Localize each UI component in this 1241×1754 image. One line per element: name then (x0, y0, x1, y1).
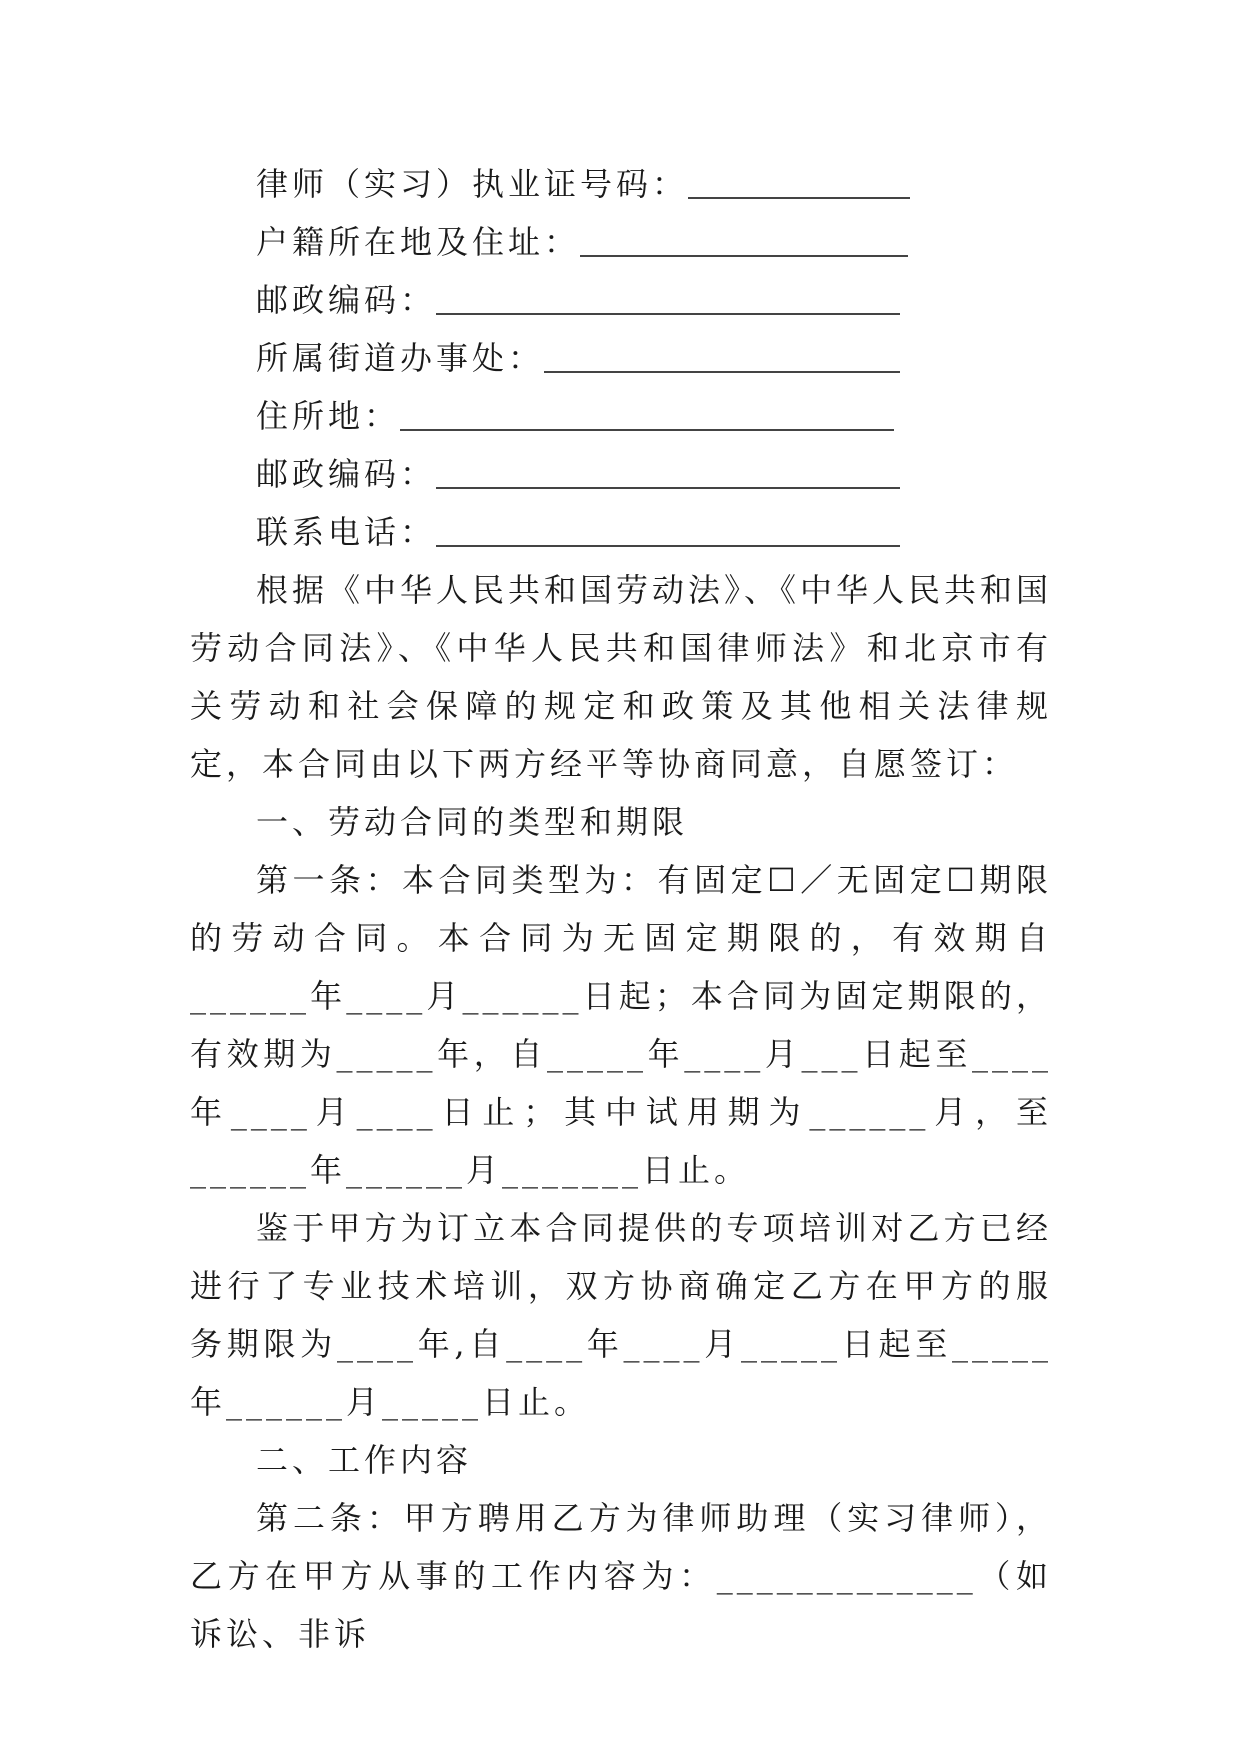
blank-line (436, 511, 900, 547)
phone-field (190, 503, 1052, 561)
subdistrict-office-field (190, 329, 1052, 387)
field-label: 联系电话： (256, 513, 437, 551)
field-label: 户籍所在地及住址： (256, 223, 581, 261)
residence-field (190, 387, 1052, 445)
article-1-paragraph: 第一条：本合同类型为：有固定☐／无固定☐期限的劳动合同。本合同为无固定期限的，有效期自______年____月______日起；本合同为固定期限的，有效期为_____年，自_____年____月___日起至____年____月____日止；其中试用期为______月，至______年______月_______日止。 (190, 861, 1052, 1189)
blank-line (436, 453, 900, 489)
postal-code-field (190, 271, 1052, 329)
blank-line (436, 279, 900, 315)
article-2-paragraph: 第二条：甲方聘用乙方为律师助理（实习律师），乙方在甲方从事的工作内容为：_____________（如诉讼、非诉 (190, 1499, 1052, 1653)
contract-page (190, 155, 1052, 1663)
field-label: 邮政编码： (256, 455, 437, 493)
field-label: 所属街道办事处： (256, 339, 545, 377)
blank-line (688, 163, 910, 199)
section-heading-work-content: 二、工作内容 (256, 1441, 473, 1479)
license-number-field (190, 155, 1052, 213)
field-label: 住所地： (256, 397, 401, 435)
section-heading-contract-type: 一、劳动合同的类型和期限 (256, 803, 689, 841)
postal-code-field-2 (190, 445, 1052, 503)
blank-line (544, 337, 900, 373)
blank-line (580, 221, 908, 257)
household-address-field (190, 213, 1052, 271)
preamble-paragraph: 根据《中华人民共和国劳动法》、《中华人民共和国劳动合同法》、《中华人民共和国律师法》和北京市有关劳动和社会保障的规定和政策及其他相关法律规定，本合同由以下两方经平等协商同意，自愿签订： (190, 571, 1053, 783)
service-term-paragraph: 鉴于甲方为订立本合同提供的专项培训对乙方已经进行了专业技术培训，双方协商确定乙方在甲方的服务期限为____年,自____年____月_____日起至_____年______月_____日止。 (190, 1209, 1052, 1421)
blank-line (400, 395, 894, 431)
field-label: 律师（实习）执业证号码： (256, 165, 689, 203)
field-label: 邮政编码： (256, 281, 437, 319)
